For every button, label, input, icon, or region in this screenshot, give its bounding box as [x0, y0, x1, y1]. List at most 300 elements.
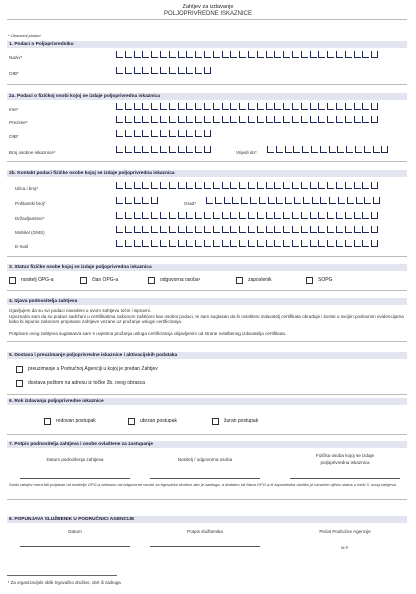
- character-box[interactable]: [266, 240, 273, 247]
- character-box[interactable]: [195, 130, 202, 137]
- character-box[interactable]: [222, 240, 229, 247]
- character-box[interactable]: [239, 240, 246, 247]
- character-box[interactable]: [213, 51, 220, 58]
- character-box[interactable]: [327, 103, 334, 110]
- character-box[interactable]: [362, 103, 369, 110]
- character-box[interactable]: [292, 226, 299, 233]
- character-box[interactable]: [354, 226, 361, 233]
- character-box[interactable]: [354, 116, 361, 123]
- status-clan-checkbox[interactable]: [80, 277, 118, 284]
- character-box[interactable]: [257, 226, 264, 233]
- character-box[interactable]: [230, 226, 237, 233]
- character-box[interactable]: [364, 146, 371, 153]
- character-box[interactable]: [336, 182, 343, 189]
- character-box[interactable]: [239, 182, 246, 189]
- character-box[interactable]: [266, 226, 273, 233]
- character-box[interactable]: [116, 212, 123, 219]
- character-box[interactable]: [257, 212, 264, 219]
- character-box[interactable]: [230, 103, 237, 110]
- character-box[interactable]: [169, 182, 176, 189]
- character-box[interactable]: [318, 240, 325, 247]
- character-box[interactable]: [125, 116, 132, 123]
- character-box[interactable]: [169, 116, 176, 123]
- character-box[interactable]: [178, 240, 185, 247]
- email-input[interactable]: [116, 240, 380, 247]
- character-box[interactable]: [151, 67, 158, 74]
- character-box[interactable]: [125, 197, 132, 204]
- character-box[interactable]: [329, 197, 336, 204]
- character-box[interactable]: [301, 212, 308, 219]
- postanski-input[interactable]: [116, 197, 160, 204]
- character-box[interactable]: [178, 182, 185, 189]
- character-box[interactable]: [134, 130, 141, 137]
- character-box[interactable]: [134, 240, 141, 247]
- character-box[interactable]: [283, 212, 290, 219]
- character-box[interactable]: [178, 103, 185, 110]
- character-box[interactable]: [142, 130, 149, 137]
- character-box[interactable]: [371, 226, 378, 233]
- character-box[interactable]: [310, 116, 317, 123]
- character-box[interactable]: [186, 226, 193, 233]
- character-box[interactable]: [134, 146, 141, 153]
- character-box[interactable]: [195, 212, 202, 219]
- character-box[interactable]: [195, 240, 202, 247]
- character-box[interactable]: [301, 51, 308, 58]
- character-box[interactable]: [274, 51, 281, 58]
- character-box[interactable]: [302, 146, 309, 153]
- character-box[interactable]: [116, 226, 123, 233]
- character-box[interactable]: [292, 116, 299, 123]
- character-box[interactable]: [345, 226, 352, 233]
- character-box[interactable]: [169, 146, 176, 153]
- naziv-input[interactable]: [116, 51, 380, 58]
- vrijedi-do-input[interactable]: [267, 146, 390, 153]
- character-box[interactable]: [151, 240, 158, 247]
- character-box[interactable]: [160, 103, 167, 110]
- official-potpis-line[interactable]: [150, 546, 260, 547]
- character-box[interactable]: [222, 226, 229, 233]
- character-box[interactable]: [160, 240, 167, 247]
- character-box[interactable]: [134, 51, 141, 58]
- character-box[interactable]: [178, 67, 185, 74]
- character-box[interactable]: [266, 51, 273, 58]
- character-box[interactable]: [274, 116, 281, 123]
- character-box[interactable]: [347, 197, 354, 204]
- character-box[interactable]: [310, 240, 317, 247]
- character-box[interactable]: [116, 67, 123, 74]
- checkbox-box[interactable]: [212, 418, 219, 425]
- character-box[interactable]: [354, 103, 361, 110]
- character-box[interactable]: [257, 182, 264, 189]
- character-box[interactable]: [125, 146, 132, 153]
- character-box[interactable]: [134, 103, 141, 110]
- checkbox-box[interactable]: [236, 277, 243, 284]
- character-box[interactable]: [230, 212, 237, 219]
- character-box[interactable]: [362, 226, 369, 233]
- character-box[interactable]: [310, 212, 317, 219]
- character-box[interactable]: [151, 226, 158, 233]
- character-box[interactable]: [195, 103, 202, 110]
- character-box[interactable]: [301, 116, 308, 123]
- character-box[interactable]: [169, 130, 176, 137]
- character-box[interactable]: [142, 51, 149, 58]
- checkbox-box[interactable]: [16, 380, 23, 387]
- character-box[interactable]: [195, 51, 202, 58]
- character-box[interactable]: [362, 182, 369, 189]
- character-box[interactable]: [266, 103, 273, 110]
- character-box[interactable]: [310, 51, 317, 58]
- character-box[interactable]: [160, 212, 167, 219]
- sig-nositelj-line[interactable]: [150, 478, 260, 479]
- character-box[interactable]: [230, 182, 237, 189]
- character-box[interactable]: [345, 212, 352, 219]
- character-box[interactable]: [239, 212, 246, 219]
- character-box[interactable]: [318, 51, 325, 58]
- character-box[interactable]: [248, 51, 255, 58]
- character-box[interactable]: [142, 197, 149, 204]
- character-box[interactable]: [371, 51, 378, 58]
- character-box[interactable]: [213, 116, 220, 123]
- character-box[interactable]: [186, 103, 193, 110]
- character-box[interactable]: [160, 67, 167, 74]
- character-box[interactable]: [320, 197, 327, 204]
- character-box[interactable]: [310, 182, 317, 189]
- character-box[interactable]: [292, 182, 299, 189]
- character-box[interactable]: [292, 240, 299, 247]
- character-box[interactable]: [195, 226, 202, 233]
- character-box[interactable]: [318, 103, 325, 110]
- character-box[interactable]: [160, 146, 167, 153]
- character-box[interactable]: [338, 197, 345, 204]
- character-box[interactable]: [195, 67, 202, 74]
- character-box[interactable]: [204, 116, 211, 123]
- character-box[interactable]: [283, 182, 290, 189]
- character-box[interactable]: [151, 146, 158, 153]
- character-box[interactable]: [327, 240, 334, 247]
- character-box[interactable]: [381, 146, 388, 153]
- character-box[interactable]: [356, 197, 363, 204]
- status-odgovorna-checkbox[interactable]: [148, 277, 200, 284]
- status-zaposlenik-checkbox[interactable]: [236, 277, 272, 284]
- character-box[interactable]: [355, 146, 362, 153]
- character-box[interactable]: [239, 103, 246, 110]
- character-box[interactable]: [151, 116, 158, 123]
- character-box[interactable]: [222, 212, 229, 219]
- character-box[interactable]: [178, 212, 185, 219]
- character-box[interactable]: [274, 182, 281, 189]
- character-box[interactable]: [186, 212, 193, 219]
- character-box[interactable]: [151, 182, 158, 189]
- character-box[interactable]: [292, 51, 299, 58]
- character-box[interactable]: [354, 51, 361, 58]
- character-box[interactable]: [292, 212, 299, 219]
- character-box[interactable]: [151, 197, 158, 204]
- character-box[interactable]: [134, 226, 141, 233]
- character-box[interactable]: [116, 130, 123, 137]
- character-box[interactable]: [371, 182, 378, 189]
- character-box[interactable]: [195, 182, 202, 189]
- character-box[interactable]: [345, 103, 352, 110]
- character-box[interactable]: [151, 212, 158, 219]
- character-box[interactable]: [204, 182, 211, 189]
- character-box[interactable]: [222, 116, 229, 123]
- character-box[interactable]: [362, 240, 369, 247]
- character-box[interactable]: [327, 51, 334, 58]
- character-box[interactable]: [373, 197, 380, 204]
- character-box[interactable]: [169, 67, 176, 74]
- character-box[interactable]: [125, 51, 132, 58]
- character-box[interactable]: [186, 240, 193, 247]
- character-box[interactable]: [142, 226, 149, 233]
- character-box[interactable]: [345, 116, 352, 123]
- broj-oi-input[interactable]: [116, 146, 213, 153]
- official-datum-line[interactable]: [20, 546, 130, 547]
- character-box[interactable]: [248, 240, 255, 247]
- prezime-input[interactable]: [116, 116, 380, 123]
- character-box[interactable]: [257, 51, 264, 58]
- character-box[interactable]: [248, 103, 255, 110]
- character-box[interactable]: [169, 226, 176, 233]
- character-box[interactable]: [178, 51, 185, 58]
- character-box[interactable]: [274, 240, 281, 247]
- character-box[interactable]: [241, 197, 248, 204]
- character-box[interactable]: [266, 116, 273, 123]
- character-box[interactable]: [195, 116, 202, 123]
- character-box[interactable]: [283, 226, 290, 233]
- character-box[interactable]: [178, 146, 185, 153]
- character-box[interactable]: [204, 67, 211, 74]
- character-box[interactable]: [373, 146, 380, 153]
- character-box[interactable]: [186, 130, 193, 137]
- character-box[interactable]: [303, 197, 310, 204]
- character-box[interactable]: [213, 240, 220, 247]
- character-box[interactable]: [354, 240, 361, 247]
- character-box[interactable]: [213, 226, 220, 233]
- character-box[interactable]: [116, 182, 123, 189]
- character-box[interactable]: [239, 51, 246, 58]
- character-box[interactable]: [178, 116, 185, 123]
- character-box[interactable]: [204, 240, 211, 247]
- character-box[interactable]: [267, 146, 274, 153]
- character-box[interactable]: [310, 103, 317, 110]
- character-box[interactable]: [248, 212, 255, 219]
- character-box[interactable]: [318, 226, 325, 233]
- character-box[interactable]: [371, 116, 378, 123]
- character-box[interactable]: [312, 197, 319, 204]
- character-box[interactable]: [204, 51, 211, 58]
- character-box[interactable]: [283, 103, 290, 110]
- character-box[interactable]: [336, 116, 343, 123]
- character-box[interactable]: [301, 226, 308, 233]
- character-box[interactable]: [292, 103, 299, 110]
- character-box[interactable]: [336, 212, 343, 219]
- character-box[interactable]: [268, 197, 275, 204]
- character-box[interactable]: [248, 116, 255, 123]
- character-box[interactable]: [337, 146, 344, 153]
- character-box[interactable]: [125, 67, 132, 74]
- character-box[interactable]: [213, 212, 220, 219]
- character-box[interactable]: [266, 182, 273, 189]
- character-box[interactable]: [125, 103, 132, 110]
- character-box[interactable]: [259, 197, 266, 204]
- character-box[interactable]: [178, 226, 185, 233]
- character-box[interactable]: [248, 226, 255, 233]
- checkbox-box[interactable]: [44, 418, 51, 425]
- checkbox-box[interactable]: [306, 277, 313, 284]
- character-box[interactable]: [125, 226, 132, 233]
- character-box[interactable]: [336, 103, 343, 110]
- character-box[interactable]: [213, 103, 220, 110]
- character-box[interactable]: [178, 130, 185, 137]
- character-box[interactable]: [371, 212, 378, 219]
- character-box[interactable]: [293, 146, 300, 153]
- delivery-post-checkbox[interactable]: [16, 380, 145, 387]
- character-box[interactable]: [230, 116, 237, 123]
- rok-zuran-checkbox[interactable]: [212, 418, 258, 425]
- character-box[interactable]: [239, 226, 246, 233]
- character-box[interactable]: [276, 146, 283, 153]
- character-box[interactable]: [116, 146, 123, 153]
- character-box[interactable]: [257, 103, 264, 110]
- character-box[interactable]: [160, 130, 167, 137]
- character-box[interactable]: [274, 103, 281, 110]
- character-box[interactable]: [364, 197, 371, 204]
- character-box[interactable]: [206, 197, 213, 204]
- oib-2a-input[interactable]: [116, 130, 213, 137]
- character-box[interactable]: [134, 116, 141, 123]
- character-box[interactable]: [151, 51, 158, 58]
- character-box[interactable]: [274, 212, 281, 219]
- character-box[interactable]: [195, 146, 202, 153]
- mobitel-input[interactable]: [116, 226, 380, 233]
- character-box[interactable]: [204, 146, 211, 153]
- character-box[interactable]: [354, 212, 361, 219]
- character-box[interactable]: [222, 103, 229, 110]
- character-box[interactable]: [116, 116, 123, 123]
- character-box[interactable]: [362, 51, 369, 58]
- character-box[interactable]: [134, 197, 141, 204]
- checkbox-box[interactable]: [148, 277, 155, 284]
- character-box[interactable]: [301, 103, 308, 110]
- character-box[interactable]: [142, 116, 149, 123]
- character-box[interactable]: [230, 51, 237, 58]
- character-box[interactable]: [160, 116, 167, 123]
- checkbox-box[interactable]: [9, 277, 16, 284]
- character-box[interactable]: [318, 116, 325, 123]
- character-box[interactable]: [116, 240, 123, 247]
- character-box[interactable]: [274, 226, 281, 233]
- character-box[interactable]: [336, 51, 343, 58]
- character-box[interactable]: [125, 240, 132, 247]
- character-box[interactable]: [283, 51, 290, 58]
- status-sopg-checkbox[interactable]: [306, 277, 332, 284]
- character-box[interactable]: [318, 212, 325, 219]
- character-box[interactable]: [257, 116, 264, 123]
- character-box[interactable]: [329, 146, 336, 153]
- character-box[interactable]: [204, 103, 211, 110]
- delivery-pickup-checkbox[interactable]: [16, 366, 158, 373]
- character-box[interactable]: [371, 240, 378, 247]
- character-box[interactable]: [204, 212, 211, 219]
- character-box[interactable]: [301, 240, 308, 247]
- character-box[interactable]: [169, 240, 176, 247]
- character-box[interactable]: [327, 212, 334, 219]
- character-box[interactable]: [134, 212, 141, 219]
- character-box[interactable]: [283, 116, 290, 123]
- rok-redovan-checkbox[interactable]: [44, 418, 96, 425]
- character-box[interactable]: [346, 146, 353, 153]
- character-box[interactable]: [134, 182, 141, 189]
- character-box[interactable]: [232, 197, 239, 204]
- character-box[interactable]: [250, 197, 257, 204]
- character-box[interactable]: [230, 240, 237, 247]
- character-box[interactable]: [311, 146, 318, 153]
- drzavljanstvo-input[interactable]: [116, 212, 380, 219]
- character-box[interactable]: [224, 197, 231, 204]
- character-box[interactable]: [142, 212, 149, 219]
- character-box[interactable]: [345, 182, 352, 189]
- character-box[interactable]: [186, 67, 193, 74]
- character-box[interactable]: [285, 197, 292, 204]
- character-box[interactable]: [142, 67, 149, 74]
- character-box[interactable]: [213, 182, 220, 189]
- character-box[interactable]: [257, 240, 264, 247]
- character-box[interactable]: [186, 51, 193, 58]
- checkbox-box[interactable]: [80, 277, 87, 284]
- character-box[interactable]: [125, 130, 132, 137]
- character-box[interactable]: [354, 182, 361, 189]
- character-box[interactable]: [160, 226, 167, 233]
- character-box[interactable]: [142, 182, 149, 189]
- character-box[interactable]: [186, 116, 193, 123]
- checkbox-box[interactable]: [128, 418, 135, 425]
- character-box[interactable]: [134, 67, 141, 74]
- character-box[interactable]: [125, 182, 132, 189]
- character-box[interactable]: [186, 146, 193, 153]
- ime-input[interactable]: [116, 103, 380, 110]
- character-box[interactable]: [362, 212, 369, 219]
- character-box[interactable]: [151, 103, 158, 110]
- character-box[interactable]: [327, 182, 334, 189]
- character-box[interactable]: [327, 226, 334, 233]
- character-box[interactable]: [283, 240, 290, 247]
- grad-input[interactable]: [206, 197, 382, 204]
- character-box[interactable]: [285, 146, 292, 153]
- character-box[interactable]: [320, 146, 327, 153]
- character-box[interactable]: [169, 51, 176, 58]
- character-box[interactable]: [116, 51, 123, 58]
- character-box[interactable]: [222, 182, 229, 189]
- character-box[interactable]: [336, 240, 343, 247]
- checkbox-box[interactable]: [16, 366, 23, 373]
- character-box[interactable]: [125, 212, 132, 219]
- character-box[interactable]: [362, 116, 369, 123]
- character-box[interactable]: [327, 116, 334, 123]
- rok-ubrzan-checkbox[interactable]: [128, 418, 177, 425]
- character-box[interactable]: [116, 103, 123, 110]
- character-box[interactable]: [160, 182, 167, 189]
- character-box[interactable]: [142, 146, 149, 153]
- sig-datum-line[interactable]: [20, 478, 130, 479]
- ulica-input[interactable]: [116, 182, 380, 189]
- character-box[interactable]: [336, 226, 343, 233]
- character-box[interactable]: [276, 197, 283, 204]
- character-box[interactable]: [222, 51, 229, 58]
- character-box[interactable]: [204, 226, 211, 233]
- character-box[interactable]: [318, 182, 325, 189]
- character-box[interactable]: [142, 103, 149, 110]
- character-box[interactable]: [160, 51, 167, 58]
